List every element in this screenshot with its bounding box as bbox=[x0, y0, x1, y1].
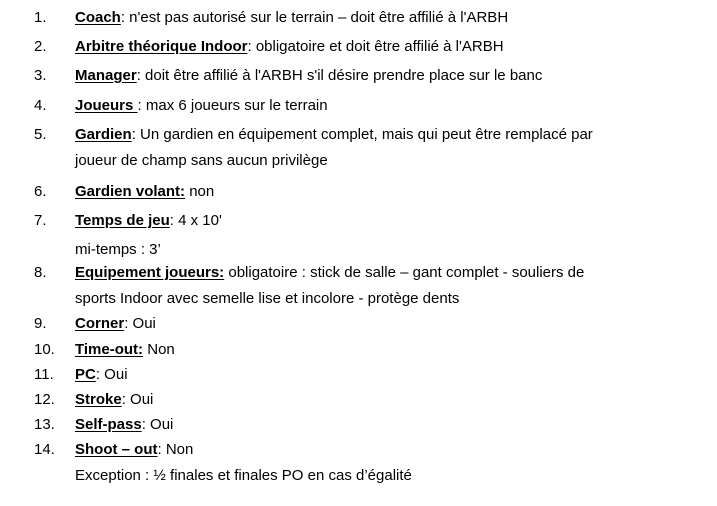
item-description: non bbox=[185, 183, 215, 200]
item-description: obligatoire : stick de salle – gant complet - souliers de bbox=[224, 264, 585, 281]
item-text bbox=[75, 261, 584, 285]
list-item bbox=[0, 64, 717, 88]
list-item bbox=[0, 312, 717, 336]
list-item-continuation bbox=[0, 464, 717, 488]
list-item bbox=[0, 6, 717, 30]
item-term: Coach bbox=[75, 9, 121, 26]
item-term: Stroke bbox=[75, 391, 122, 408]
item-term: Joueurs bbox=[75, 97, 138, 114]
item-term: Time-out: bbox=[75, 341, 144, 358]
item-continuation-text: joueur de champ sans aucun privilège bbox=[75, 152, 328, 169]
item-text bbox=[75, 338, 175, 362]
item-text bbox=[75, 64, 542, 88]
item-description: : 4 x 10' bbox=[169, 212, 222, 229]
item-term: Arbitre théorique Indoor bbox=[75, 38, 248, 55]
item-number: 14. bbox=[34, 441, 55, 458]
list-item bbox=[0, 35, 717, 59]
item-number: 1. bbox=[34, 9, 47, 26]
list-item bbox=[0, 438, 717, 462]
item-description: : max 6 joueurs sur le terrain bbox=[137, 97, 328, 114]
item-description: : obligatoire et doit être affilié à l'ARBH bbox=[247, 38, 504, 55]
item-number: 3. bbox=[34, 67, 47, 84]
item-text bbox=[75, 413, 173, 437]
item-term: Self-pass bbox=[75, 416, 142, 433]
item-term: Gardien bbox=[75, 126, 132, 143]
item-text bbox=[75, 312, 156, 336]
item-description: : Un gardien en équipement complet, mais qui peut être remplacé par bbox=[131, 126, 593, 143]
item-text bbox=[75, 180, 214, 204]
item-text bbox=[75, 209, 222, 233]
list-item bbox=[0, 209, 717, 233]
item-term: Corner bbox=[75, 315, 125, 332]
item-continuation-text: sports Indoor avec semelle lise et incolore - protège dents bbox=[75, 290, 460, 307]
item-number: 5. bbox=[34, 126, 47, 143]
item-number: 11. bbox=[34, 366, 54, 383]
list-item-continuation bbox=[0, 149, 717, 173]
item-term: Manager bbox=[75, 67, 137, 84]
list-item bbox=[0, 180, 717, 204]
list-item bbox=[0, 363, 717, 387]
item-text bbox=[75, 6, 508, 30]
item-text bbox=[75, 94, 328, 118]
item-term: Shoot – out bbox=[75, 441, 158, 458]
item-number: 13. bbox=[34, 416, 55, 433]
item-number: 9. bbox=[34, 315, 47, 332]
list-item bbox=[0, 123, 717, 147]
list-item-continuation bbox=[0, 287, 717, 311]
item-continuation-text: mi-temps : 3’ bbox=[75, 241, 161, 258]
item-number: 6. bbox=[34, 183, 47, 200]
item-text bbox=[75, 363, 128, 387]
item-text bbox=[75, 438, 193, 462]
item-term: Equipement joueurs: bbox=[75, 264, 225, 281]
item-number: 8. bbox=[34, 264, 47, 281]
item-number: 10. bbox=[34, 341, 55, 358]
item-description: : Oui bbox=[95, 366, 128, 383]
item-description: : n'est pas autorisé sur le terrain – doit être affilié à l'ARBH bbox=[120, 9, 509, 26]
item-description: : Oui bbox=[121, 391, 154, 408]
item-term: Temps de jeu bbox=[75, 212, 170, 229]
list-item bbox=[0, 388, 717, 412]
item-number: 12. bbox=[34, 391, 55, 408]
item-number: 7. bbox=[34, 212, 47, 229]
item-text bbox=[75, 123, 593, 147]
item-continuation-text: Exception : ½ finales et finales PO en cas d’égalité bbox=[75, 467, 412, 484]
item-term: Gardien volant: bbox=[75, 183, 186, 200]
item-description: : Oui bbox=[124, 315, 156, 332]
item-description: : doit être affilié à l'ARBH s'il désire prendre place sur le banc bbox=[136, 67, 543, 84]
item-description: : Non bbox=[157, 441, 194, 458]
item-text bbox=[75, 35, 504, 59]
item-number: 4. bbox=[34, 97, 47, 114]
item-number: 2. bbox=[34, 38, 47, 55]
list-item bbox=[0, 338, 717, 362]
item-description: Non bbox=[143, 341, 175, 358]
item-term: PC bbox=[75, 366, 96, 383]
list-item-continuation bbox=[0, 238, 717, 262]
item-text bbox=[75, 388, 153, 412]
list-item bbox=[0, 94, 717, 118]
list-item bbox=[0, 261, 717, 285]
list-item bbox=[0, 413, 717, 437]
item-description: : Oui bbox=[141, 416, 174, 433]
